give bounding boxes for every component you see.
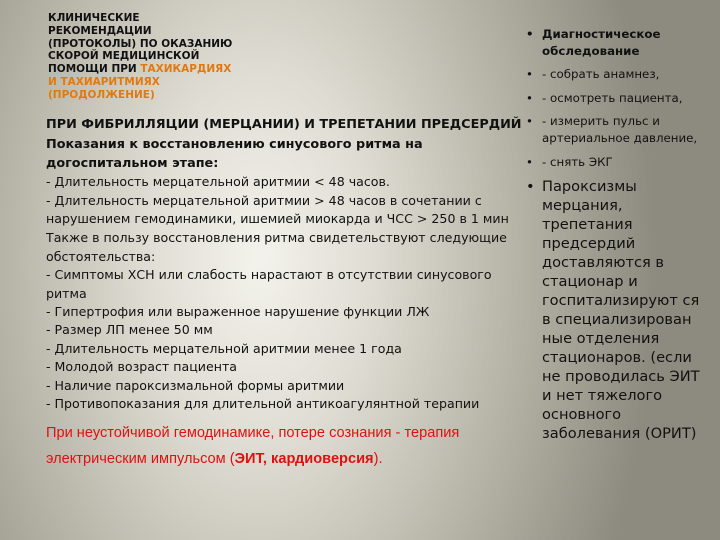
- warning-main: При неустойчивой гемодинамике, потере сознания - терапия электрическим импульсом (: [46, 424, 460, 467]
- main-content: [46, 116, 531, 472]
- slide-header: [48, 12, 278, 102]
- indications-title: Показания к восстановлению синусового ритма на догоспитальном этапе:: [46, 137, 423, 171]
- warning-bold: ЭИТ, кардиоверсия: [234, 450, 374, 467]
- bullet-icon: •: [526, 154, 533, 169]
- header-line: СКОРОЙ МЕДИЦИНСКОЙ: [48, 50, 200, 63]
- bullet-item: [526, 66, 712, 83]
- bullet-icon: •: [526, 178, 535, 196]
- circumstance-item: - Гипертрофия или выраженное нарушение функции ЛЖ: [46, 304, 430, 320]
- bullet-icon: •: [526, 67, 533, 82]
- right-bullet-list: [526, 26, 712, 450]
- circumstance-item: - Размер ЛП менее 50 мм: [46, 322, 213, 338]
- indication-item: - Длительность мерцательной аритмии < 48 часов.: [46, 174, 390, 190]
- header-line: [48, 63, 278, 76]
- bullet-text: Диагностическое обследование: [542, 27, 661, 58]
- bullet-text: - снять ЭКГ: [542, 154, 613, 169]
- circumstance-item: - Молодой возраст пациента: [46, 359, 238, 375]
- circumstance-item: - Противопоказания для длительной антикоагулянтной терапии: [46, 396, 480, 412]
- header-accent: ТАХИКАРДИЯХ: [140, 63, 232, 76]
- bullet-item: [526, 90, 712, 107]
- header-line-accent: И ТАХИАРИТМИЯХ: [48, 75, 160, 88]
- also-text: Также в пользу восстановления ритма свидетельствуют следующие обстоятельства:: [46, 230, 507, 264]
- bullet-icon: •: [526, 90, 533, 105]
- bullet-text: - измерить пульс и артериальное давление,: [542, 114, 698, 145]
- circumstance-item: - Длительность мерцательной аритмии менее 1 года: [46, 340, 402, 356]
- section-title: ПРИ ФИБРИЛЛЯЦИИ (МЕРЦАНИИ) И ТРЕПЕТАНИИ ПРЕДСЕРДИЙ: [46, 117, 522, 132]
- bullet-text: - собрать анамнез,: [542, 67, 660, 82]
- warning-end: ).: [373, 450, 383, 467]
- bullet-icon: •: [526, 114, 533, 129]
- indication-item: - Длительность мерцательной аритмии > 48 часов в сочетании с нарушением гемодинамики, ишемией миокарда и ЧСС > 250 в 1 мин: [46, 192, 509, 227]
- header-line: РЕКОМЕНДАЦИИ: [48, 24, 152, 37]
- header-prefix: ПОМОЩИ ПРИ: [48, 63, 141, 76]
- circumstance-item: - Симптомы ХСН или слабость нарастают в отсутствии синусового ритма: [46, 267, 492, 301]
- header-line: (ПРОТОКОЛЫ) ПО ОКАЗАНИЮ: [48, 37, 233, 50]
- circumstance-item: - Наличие пароксизмальной формы аритмии: [46, 377, 345, 393]
- bullet-item: [526, 154, 712, 171]
- bullet-item: [526, 177, 712, 443]
- header-line-accent: (ПРОДОЛЖЕНИЕ): [48, 88, 155, 101]
- bullet-item: [526, 26, 712, 59]
- bullet-item: [526, 113, 712, 146]
- warning-text: [46, 420, 531, 472]
- bullet-text: - осмотреть пациента,: [542, 90, 683, 105]
- bullet-text: Пароксизмы мерцания, трепетания предсердий доставляются в стационар и госпитализируют ся в специализирован ные отделения стационаров. (если не проводилась ЭИТ и нет тяжелого основного заболевания (ОРИТ): [542, 178, 700, 443]
- header-line: КЛИНИЧЕСКИЕ: [48, 12, 140, 24]
- bullet-icon: •: [526, 27, 534, 41]
